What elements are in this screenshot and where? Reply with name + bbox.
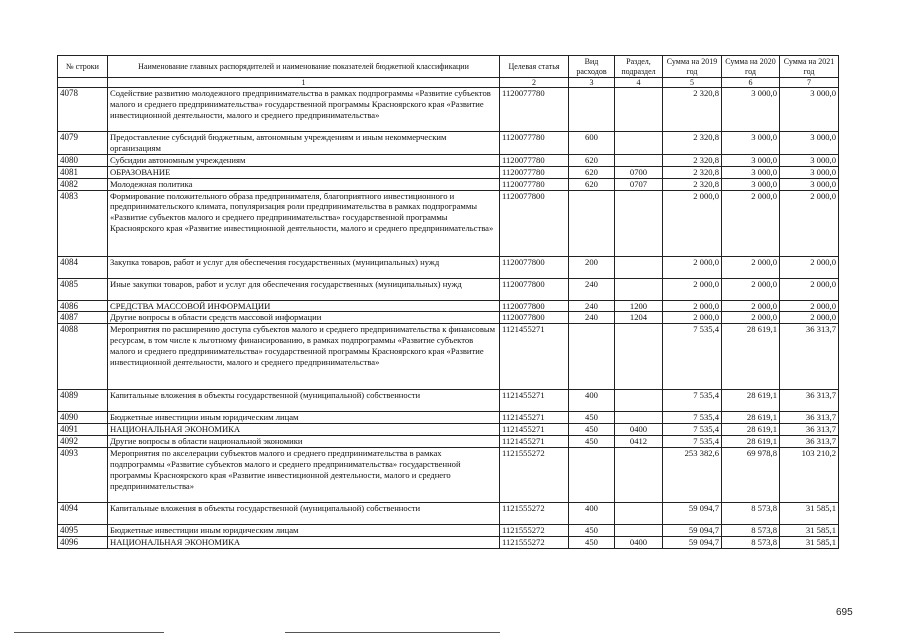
row-name: Бюджетные инвестиции иным юридическим лицам <box>108 412 500 424</box>
row-section <box>615 278 663 300</box>
table-row <box>58 503 839 525</box>
row-sum-2019: 2 320,8 <box>663 88 722 132</box>
row-section: 0700 <box>615 166 663 178</box>
row-number: 4094 <box>58 503 108 525</box>
row-number: 4086 <box>58 300 108 312</box>
row-sum-2020: 3 000,0 <box>722 154 780 166</box>
row-number: 4080 <box>58 154 108 166</box>
row-section: 0400 <box>615 536 663 548</box>
row-section <box>615 132 663 155</box>
header-sum-2019: Сумма на 2019 год <box>663 56 722 78</box>
row-sum-2019: 2 000,0 <box>663 190 722 256</box>
row-sum-2019: 7 535,4 <box>663 412 722 424</box>
row-sum-2020: 28 619,1 <box>722 436 780 448</box>
row-expense-type: 240 <box>569 278 615 300</box>
header-section: Раздел, подраздел <box>615 56 663 78</box>
row-section <box>615 448 663 503</box>
row-section: 0707 <box>615 178 663 190</box>
row-number: 4078 <box>58 88 108 132</box>
table-row <box>58 412 839 424</box>
row-expense-type <box>569 324 615 390</box>
header-expense-type: Вид расходов <box>569 56 615 78</box>
row-number: 4083 <box>58 190 108 256</box>
row-expense-type: 600 <box>569 132 615 155</box>
column-number: 3 <box>569 78 615 88</box>
row-section <box>615 154 663 166</box>
row-section <box>615 390 663 412</box>
table-row <box>58 278 839 300</box>
document-sheet <box>57 55 838 549</box>
row-sum-2019: 2 000,0 <box>663 256 722 278</box>
row-sum-2019: 2 000,0 <box>663 312 722 324</box>
row-sum-2019: 59 094,7 <box>663 525 722 537</box>
row-target-article: 1121455271 <box>500 324 569 390</box>
row-name: Предоставление субсидий бюджетным, автономным учреждениям и иным некоммерческим организациям <box>108 132 500 155</box>
row-name: Бюджетные инвестиции иным юридическим лицам <box>108 525 500 537</box>
row-target-article: 1120077780 <box>500 154 569 166</box>
row-section <box>615 324 663 390</box>
row-section <box>615 256 663 278</box>
header-sum-2021: Сумма на 2021 год <box>780 56 839 78</box>
row-name: Субсидии автономным учреждениям <box>108 154 500 166</box>
row-expense-type: 450 <box>569 412 615 424</box>
row-expense-type <box>569 190 615 256</box>
row-number: 4092 <box>58 436 108 448</box>
row-sum-2020: 2 000,0 <box>722 256 780 278</box>
row-expense-type: 450 <box>569 536 615 548</box>
row-sum-2020: 28 619,1 <box>722 412 780 424</box>
header-name: Наименование главных распорядителей и наименование показателей бюджетной классификации <box>108 56 500 78</box>
row-expense-type: 620 <box>569 178 615 190</box>
row-name: Мероприятия по акселерации субъектов малого и среднего предпринимательства в рамках подпрограммы «Развитие субъектов малого и среднего предпринимательства» государственной программы Красноярского края «Развитие инвестиционной деятельности, малого и среднего предпринимательства» <box>108 448 500 503</box>
row-target-article: 1120077800 <box>500 190 569 256</box>
row-sum-2021: 103 210,2 <box>780 448 839 503</box>
row-sum-2021: 36 313,7 <box>780 424 839 436</box>
row-number: 4096 <box>58 536 108 548</box>
table-row <box>58 436 839 448</box>
footer-scan-line <box>14 632 164 633</box>
table-row <box>58 448 839 503</box>
row-sum-2019: 2 320,8 <box>663 178 722 190</box>
row-target-article: 1121455271 <box>500 412 569 424</box>
header-article: Целевая статья <box>500 56 569 78</box>
row-expense-type: 400 <box>569 390 615 412</box>
row-target-article: 1121455271 <box>500 436 569 448</box>
table-row <box>58 166 839 178</box>
header-row-no: № строки <box>58 56 108 78</box>
row-target-article: 1121555272 <box>500 536 569 548</box>
row-name: Другие вопросы в области национальной экономики <box>108 436 500 448</box>
row-sum-2021: 2 000,0 <box>780 300 839 312</box>
row-section <box>615 88 663 132</box>
row-sum-2021: 36 313,7 <box>780 390 839 412</box>
row-sum-2019: 2 320,8 <box>663 166 722 178</box>
row-name: НАЦИОНАЛЬНАЯ ЭКОНОМИКА <box>108 536 500 548</box>
row-expense-type <box>569 448 615 503</box>
row-target-article: 1120077800 <box>500 256 569 278</box>
row-section: 1204 <box>615 312 663 324</box>
row-name: Мероприятия по расширению доступа субъектов малого и среднего предпринимательства к финансовым ресурсам, в том числе к льготному финансированию, в рамках подпрограммы «Развитие субъектов малого и среднего предпринимательства» государственной программы Красноярского края «Развитие инвестиционной деятельности, малого и среднего предпринимательства» <box>108 324 500 390</box>
row-name: СРЕДСТВА МАССОВОЙ ИНФОРМАЦИИ <box>108 300 500 312</box>
row-name: Капитальные вложения в объекты государственной (муниципальной) собственности <box>108 390 500 412</box>
row-sum-2021: 3 000,0 <box>780 178 839 190</box>
row-expense-type: 450 <box>569 436 615 448</box>
row-target-article: 1120077780 <box>500 88 569 132</box>
row-section: 1200 <box>615 300 663 312</box>
row-sum-2021: 31 585,1 <box>780 503 839 525</box>
row-sum-2021: 36 313,7 <box>780 436 839 448</box>
budget-table <box>57 55 839 549</box>
row-number: 4082 <box>58 178 108 190</box>
row-expense-type: 620 <box>569 166 615 178</box>
row-target-article: 1120077780 <box>500 178 569 190</box>
row-target-article: 1120077800 <box>500 312 569 324</box>
row-sum-2020: 8 573,8 <box>722 503 780 525</box>
row-number: 4091 <box>58 424 108 436</box>
row-sum-2020: 3 000,0 <box>722 166 780 178</box>
row-name: Капитальные вложения в объекты государственной (муниципальной) собственности <box>108 503 500 525</box>
header-sum-2020: Сумма на 2020 год <box>722 56 780 78</box>
row-sum-2020: 3 000,0 <box>722 132 780 155</box>
row-target-article: 1121555272 <box>500 503 569 525</box>
row-sum-2019: 2 000,0 <box>663 300 722 312</box>
row-target-article: 1120077800 <box>500 278 569 300</box>
row-number: 4093 <box>58 448 108 503</box>
table-row <box>58 154 839 166</box>
row-sum-2021: 3 000,0 <box>780 132 839 155</box>
column-number: 7 <box>780 78 839 88</box>
row-number: 4085 <box>58 278 108 300</box>
table-row <box>58 300 839 312</box>
row-sum-2020: 28 619,1 <box>722 424 780 436</box>
table-row <box>58 132 839 155</box>
column-number: 5 <box>663 78 722 88</box>
row-sum-2021: 36 313,7 <box>780 412 839 424</box>
row-sum-2019: 59 094,7 <box>663 503 722 525</box>
row-sum-2019: 7 535,4 <box>663 390 722 412</box>
row-section <box>615 190 663 256</box>
table-row <box>58 256 839 278</box>
table-row <box>58 88 839 132</box>
row-sum-2021: 2 000,0 <box>780 190 839 256</box>
footer-scan-line <box>285 632 500 633</box>
table-row <box>58 190 839 256</box>
row-expense-type: 400 <box>569 503 615 525</box>
row-sum-2021: 31 585,1 <box>780 525 839 537</box>
row-expense-type: 450 <box>569 525 615 537</box>
row-sum-2021: 2 000,0 <box>780 312 839 324</box>
row-number: 4089 <box>58 390 108 412</box>
row-target-article: 1121555272 <box>500 525 569 537</box>
row-sum-2020: 28 619,1 <box>722 390 780 412</box>
row-sum-2020: 8 573,8 <box>722 536 780 548</box>
row-sum-2020: 8 573,8 <box>722 525 780 537</box>
row-sum-2020: 2 000,0 <box>722 300 780 312</box>
row-section: 0412 <box>615 436 663 448</box>
row-sum-2020: 2 000,0 <box>722 190 780 256</box>
table-row <box>58 178 839 190</box>
row-name: Другие вопросы в области средств массовой информации <box>108 312 500 324</box>
row-expense-type: 620 <box>569 154 615 166</box>
row-sum-2020: 2 000,0 <box>722 278 780 300</box>
row-sum-2019: 7 535,4 <box>663 424 722 436</box>
row-target-article: 1120077780 <box>500 166 569 178</box>
row-name: Закупка товаров, работ и услуг для обеспечения государственных (муниципальных) нужд <box>108 256 500 278</box>
table-row <box>58 324 839 390</box>
page-number: 695 <box>836 607 853 618</box>
row-sum-2020: 2 000,0 <box>722 312 780 324</box>
row-expense-type: 450 <box>569 424 615 436</box>
row-number: 4087 <box>58 312 108 324</box>
row-section <box>615 525 663 537</box>
row-name: Иные закупки товаров, работ и услуг для обеспечения государственных (муниципальных) нужд <box>108 278 500 300</box>
row-section <box>615 503 663 525</box>
table-body <box>58 88 839 549</box>
row-expense-type: 240 <box>569 312 615 324</box>
table-row <box>58 536 839 548</box>
row-number: 4079 <box>58 132 108 155</box>
row-name: НАЦИОНАЛЬНАЯ ЭКОНОМИКА <box>108 424 500 436</box>
row-sum-2019: 7 535,4 <box>663 436 722 448</box>
row-sum-2021: 2 000,0 <box>780 256 839 278</box>
row-number: 4081 <box>58 166 108 178</box>
row-sum-2019: 253 382,6 <box>663 448 722 503</box>
row-number: 4090 <box>58 412 108 424</box>
row-number: 4084 <box>58 256 108 278</box>
row-sum-2021: 3 000,0 <box>780 154 839 166</box>
row-name: Молодежная политика <box>108 178 500 190</box>
row-sum-2021: 2 000,0 <box>780 278 839 300</box>
row-name: Формирование положительного образа предпринимателя, благоприятного инвестиционного и предпринимательского климата, популяризация роли предпринимательства в рамках подпрограммы «Развитие субъектов малого и среднего предпринимательства» государственной программы Красноярского края «Развитие инвестиционной деятельности, малого и среднего предпринимательства» <box>108 190 500 256</box>
row-sum-2019: 59 094,7 <box>663 536 722 548</box>
header-row <box>58 56 839 78</box>
row-sum-2019: 2 320,8 <box>663 154 722 166</box>
row-sum-2021: 3 000,0 <box>780 88 839 132</box>
column-number <box>58 78 108 88</box>
column-number: 2 <box>500 78 569 88</box>
row-target-article: 1120077800 <box>500 300 569 312</box>
row-sum-2021: 31 585,1 <box>780 536 839 548</box>
column-number: 4 <box>615 78 663 88</box>
column-number: 1 <box>108 78 500 88</box>
row-expense-type: 200 <box>569 256 615 278</box>
row-target-article: 1120077780 <box>500 132 569 155</box>
table-row <box>58 312 839 324</box>
row-name: Содействие развитию молодежного предпринимательства в рамках подпрограммы «Развитие субъектов малого и среднего предпринимательства» государственной программы Красноярского края «Развитие инвестиционной деятельности, малого и среднего предпринимательства» <box>108 88 500 132</box>
column-number: 6 <box>722 78 780 88</box>
row-sum-2020: 69 978,8 <box>722 448 780 503</box>
row-target-article: 1121455271 <box>500 424 569 436</box>
row-sum-2020: 3 000,0 <box>722 178 780 190</box>
row-name: ОБРАЗОВАНИЕ <box>108 166 500 178</box>
row-sum-2020: 28 619,1 <box>722 324 780 390</box>
row-target-article: 1121555272 <box>500 448 569 503</box>
row-sum-2021: 36 313,7 <box>780 324 839 390</box>
row-sum-2019: 2 320,8 <box>663 132 722 155</box>
table-row <box>58 525 839 537</box>
row-expense-type: 240 <box>569 300 615 312</box>
row-number: 4088 <box>58 324 108 390</box>
table-row <box>58 390 839 412</box>
row-section: 0400 <box>615 424 663 436</box>
column-number-row <box>58 78 839 88</box>
row-expense-type <box>569 88 615 132</box>
row-target-article: 1121455271 <box>500 390 569 412</box>
row-number: 4095 <box>58 525 108 537</box>
row-sum-2019: 2 000,0 <box>663 278 722 300</box>
row-sum-2020: 3 000,0 <box>722 88 780 132</box>
row-section <box>615 412 663 424</box>
row-sum-2019: 7 535,4 <box>663 324 722 390</box>
row-sum-2021: 3 000,0 <box>780 166 839 178</box>
table-row <box>58 424 839 436</box>
